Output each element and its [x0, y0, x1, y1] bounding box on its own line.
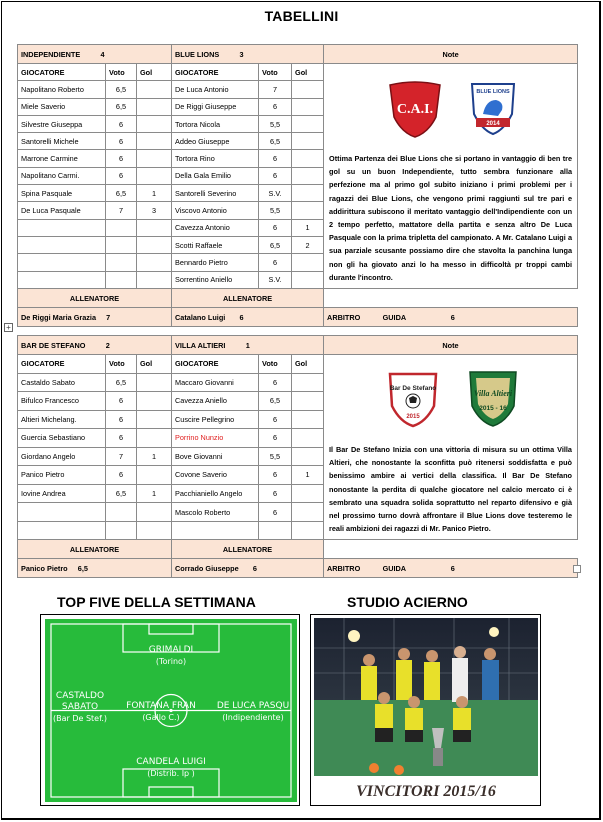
away-coach-vote: 6 — [252, 563, 257, 573]
home-coach-name: Panico Pietro — [21, 563, 68, 573]
home-player-name: Altieri Michelang. — [18, 410, 106, 429]
home-player-name: Miele Saverio — [18, 98, 106, 115]
winners-caption: VINCITORI 2015/16 — [356, 783, 496, 800]
away-player-name: Cavezza Aniello — [172, 392, 259, 411]
home-coach-vote: 7 — [106, 312, 111, 322]
top-player-3 — [121, 701, 201, 723]
home-player-goals — [137, 167, 172, 184]
football-pitch — [45, 619, 297, 802]
logo-year: 2015 — [405, 414, 420, 420]
away-player-goals: 1 — [292, 219, 324, 236]
home-player-vote: 7 — [106, 202, 137, 219]
home-player-name: Castaldo Sabato — [18, 373, 106, 392]
logo-text: Villa Altieri — [473, 389, 512, 398]
away-player-goals — [292, 167, 324, 184]
col-header-player: GIOCATORE — [172, 64, 259, 81]
away-player-vote: 6,5 — [259, 236, 292, 253]
home-player-name — [18, 219, 106, 236]
home-player-vote: 7 — [106, 447, 137, 466]
logo-text: BLUE LIONS — [475, 89, 510, 95]
away-player-vote: 6 — [259, 410, 292, 429]
home-coach-name: De Riggi Maria Grazia — [21, 312, 97, 322]
top-player-name: GRIMALDI — [148, 645, 194, 655]
top-player-name: DE LUCA PASQU — [216, 701, 290, 711]
home-player-vote: 6 — [106, 150, 137, 167]
home-player-name: De Luca Pasquale — [18, 202, 106, 219]
blue-lions-logo — [468, 80, 518, 136]
home-player-name: Bifulco Francesco — [18, 392, 106, 411]
home-player-vote — [106, 219, 137, 236]
top-player-team: (Distrib. Ip ) — [147, 769, 195, 778]
home-player-vote: 6,5 — [106, 373, 137, 392]
home-player-vote — [106, 254, 137, 271]
away-player-vote: 6 — [259, 167, 292, 184]
home-player-vote: 6 — [106, 466, 137, 485]
home-player-goals — [137, 219, 172, 236]
away-player-name — [172, 521, 259, 540]
home-player-name — [18, 503, 106, 522]
home-player-goals — [137, 503, 172, 522]
away-player-vote: 5,5 — [259, 115, 292, 132]
top-five-title: TOP FIVE DELLA SETTIMANA — [57, 594, 256, 610]
bar-de-stefano-logo — [382, 368, 444, 430]
top-player-team: (Indipendiente) — [222, 713, 284, 722]
home-player-goals — [137, 373, 172, 392]
independiente-logo — [384, 77, 446, 139]
home-player-vote — [106, 521, 137, 540]
away-player-vote: 6,5 — [259, 133, 292, 150]
away-player-vote: S.V. — [259, 185, 292, 202]
page-title: TABELLINI — [264, 8, 339, 24]
away-player-name: Della Gala Emilio — [172, 167, 259, 184]
away-player-goals — [292, 447, 324, 466]
away-player-goals: 2 — [292, 236, 324, 253]
home-player-goals: 1 — [137, 484, 172, 503]
away-player-goals — [292, 503, 324, 522]
away-player-vote: 6 — [259, 503, 292, 522]
away-player-vote: 6 — [259, 429, 292, 448]
away-player-goals — [292, 410, 324, 429]
away-player-name: Covone Saverio — [172, 466, 259, 485]
away-player-name: Scotti Raffaele — [172, 236, 259, 253]
top-player-name: FONTANA FRAN — [126, 701, 196, 711]
top-player-1 — [131, 645, 211, 667]
away-player-name: Porrino Nunzio — [172, 429, 259, 448]
away-score: 3 — [239, 49, 244, 59]
away-player-vote: 6 — [259, 466, 292, 485]
away-player-name: Bennardo Pietro — [172, 254, 259, 271]
home-player-goals — [137, 392, 172, 411]
home-player-vote: 6 — [106, 133, 137, 150]
home-player-goals: 1 — [137, 447, 172, 466]
away-player-vote: 6 — [259, 373, 292, 392]
away-player-name: Tortora Nicola — [172, 115, 259, 132]
away-player-goals — [292, 150, 324, 167]
away-player-goals: 1 — [292, 466, 324, 485]
col-header-goals: Gol — [137, 64, 172, 81]
away-coach — [172, 559, 324, 578]
away-player-goals — [292, 429, 324, 448]
col-header-player: GIOCATORE — [18, 64, 106, 81]
home-player-name — [18, 521, 106, 540]
away-player-goals — [292, 392, 324, 411]
away-player-goals — [292, 98, 324, 115]
notes-header: Note — [324, 336, 578, 355]
col-header-vote: Voto — [259, 355, 292, 374]
logo-text: C.A.I. — [396, 102, 433, 117]
away-player-goals — [292, 185, 324, 202]
home-player-goals — [137, 133, 172, 150]
col-header-goals: Gol — [137, 355, 172, 374]
notes-header: Note — [324, 45, 578, 64]
home-player-name: Silvestre Giuseppa — [18, 115, 106, 132]
away-player-goals — [292, 133, 324, 150]
away-score: 1 — [245, 340, 250, 350]
away-player-name: Santorelli Severino — [172, 185, 259, 202]
home-player-name: Napolitano Roberto — [18, 81, 106, 98]
away-team-header — [172, 336, 324, 355]
team-logos — [329, 363, 572, 435]
away-player-name: De Riggi Giuseppe — [172, 98, 259, 115]
col-header-vote: Voto — [259, 64, 292, 81]
villa-altieri-logo — [466, 368, 520, 430]
col-header-goals: Gol — [292, 64, 324, 81]
away-player-vote: 7 — [259, 81, 292, 98]
home-player-goals — [137, 410, 172, 429]
home-score: 4 — [100, 49, 105, 59]
home-player-name — [18, 236, 106, 253]
top-player-name: CASTALDO SABATO — [55, 691, 105, 712]
home-player-goals — [137, 254, 172, 271]
away-player-vote: 6 — [259, 254, 292, 271]
home-player-name — [18, 254, 106, 271]
home-team-name: INDEPENDIENTE — [21, 49, 81, 59]
referee-vote: 6 — [450, 563, 455, 573]
home-player-goals — [137, 466, 172, 485]
home-team-name: BAR DE STEFANO — [21, 340, 86, 350]
home-player-name: Panico Pietro — [18, 466, 106, 485]
home-player-vote: 6,5 — [106, 185, 137, 202]
referee-row — [324, 559, 578, 578]
away-player-vote — [259, 521, 292, 540]
table-resize-handle[interactable] — [573, 565, 581, 573]
home-player-name: Santorelli Michele — [18, 133, 106, 150]
referee-vote: 6 — [450, 312, 455, 322]
notes-cell — [324, 64, 578, 289]
away-player-name: Tortora Rino — [172, 150, 259, 167]
logo-year: 2015 - 16 — [478, 405, 507, 412]
home-player-name — [18, 271, 106, 288]
away-coach — [172, 308, 324, 327]
away-player-name: Cavezza Antonio — [172, 219, 259, 236]
home-player-goals — [137, 521, 172, 540]
home-player-name: Giordano Angelo — [18, 447, 106, 466]
referee-label: ARBITRO — [327, 312, 361, 322]
away-player-name: Mascolo Roberto — [172, 503, 259, 522]
away-team-name: BLUE LIONS — [175, 49, 220, 59]
away-player-vote: 5,5 — [259, 202, 292, 219]
top-player-team: (Bar De Stef.) — [52, 714, 107, 723]
top-player-2 — [47, 691, 113, 724]
referee-label: ARBITRO — [327, 563, 361, 573]
home-player-name: Napolitano Carmi. — [18, 167, 106, 184]
away-player-goals — [292, 202, 324, 219]
away-player-name: Cuscire Pellegrino — [172, 410, 259, 429]
away-player-vote: 6,5 — [259, 392, 292, 411]
home-score: 2 — [105, 340, 110, 350]
referee-row — [324, 308, 578, 327]
studio-title: STUDIO ACIERNO — [347, 594, 468, 610]
team-logos — [329, 72, 572, 144]
referee-name: GUIDA — [382, 563, 407, 573]
home-player-vote: 6 — [106, 392, 137, 411]
away-player-goals — [292, 373, 324, 392]
away-coach-name: Catalano Luigi — [175, 312, 226, 322]
home-player-goals: 1 — [137, 185, 172, 202]
col-header-player: GIOCATORE — [172, 355, 259, 374]
col-header-goals: Gol — [292, 355, 324, 374]
away-player-goals — [292, 254, 324, 271]
home-player-vote: 6 — [106, 115, 137, 132]
notes-cell — [324, 355, 578, 540]
away-player-vote: 6 — [259, 484, 292, 503]
logo-text: Bar De Stefano — [389, 385, 436, 392]
home-player-goals — [137, 236, 172, 253]
match-notes: Ottima Partenza dei Blue Lions che si portano in vantaggio di ben tre gol su un buon Independiente, tutto sembra funzionare alla perfezione ma al primo gol subito iniziano i primi problemi per i ragazzi dei Blue Lions, che vengono primi raggiunti sul tre pari e addirittura subiscono il meritato vantaggio dell'Indipendiente con un 2 tempo perfetto, mattatore della partita e senza altro De Luca Pasquale con la prima tripletta del campionato. A Mr. Catalano Luigi a sua parziale scusante possiamo dire che stavolta la panchina lunga non gli ha giovato anzi lo ha messo in difficoltà pr troppi cambi durante l'incontro. — [329, 154, 573, 282]
home-player-vote — [106, 236, 137, 253]
away-player-goals — [292, 484, 324, 503]
home-coach-label: ALLENATORE — [18, 540, 172, 559]
away-team-name: VILLA ALTIERI — [175, 340, 226, 350]
col-header-vote: Voto — [106, 355, 137, 374]
home-player-name: Marrone Carmine — [18, 150, 106, 167]
top-player-team: (Torino) — [155, 657, 187, 666]
col-header-vote: Voto — [106, 64, 137, 81]
home-player-vote: 6,5 — [106, 484, 137, 503]
away-coach-name: Corrado Giuseppe — [175, 563, 239, 573]
away-player-name: Bove Giovanni — [172, 447, 259, 466]
away-player-vote: 6 — [259, 98, 292, 115]
home-player-vote — [106, 503, 137, 522]
home-player-name: Guercia Sebastiano — [18, 429, 106, 448]
home-player-goals — [137, 81, 172, 98]
top-five-field — [40, 614, 300, 806]
home-player-vote: 6,5 — [106, 98, 137, 115]
away-player-vote: 5,5 — [259, 447, 292, 466]
match-notes: Il Bar De Stefano Inizia con una vittoria di misura su un ottima Villa Altieri, che nonostante la sconfitta può ritenersi soddisfatta e può benissimo ambire ai vertici della classifica. Il Bar De Stefano nonostante la perdita di qualche giocatore nel calcio mercato ci è sembrato una squadra solida soprattutto nel reparto difensivo e già nel prossimo turno dovrà affrontare il Blue Lions dove testeremo le reali ambizioni dei ragazzi di Mr. Panico Pietro. — [329, 445, 572, 534]
top-player-name: CANDELA LUIGI — [136, 757, 206, 767]
away-player-name: Pacchianiello Angelo — [172, 484, 259, 503]
away-player-goals — [292, 271, 324, 288]
top-player-team: (Gallo C.) — [142, 713, 180, 722]
home-team-header — [18, 336, 172, 355]
away-player-vote: 6 — [259, 219, 292, 236]
away-team-header — [172, 45, 324, 64]
home-team-header — [18, 45, 172, 64]
away-player-goals — [292, 115, 324, 132]
home-coach — [18, 308, 172, 327]
studio-photo-frame — [310, 614, 541, 806]
top-player-5 — [131, 757, 211, 779]
away-coach-label: ALLENATORE — [172, 289, 324, 308]
home-player-goals — [137, 115, 172, 132]
referee-name: GUIDA — [382, 312, 407, 322]
home-player-goals — [137, 271, 172, 288]
top-player-4 — [211, 701, 295, 723]
table-move-handle[interactable]: + — [4, 323, 13, 332]
home-player-name: Iovine Andrea — [18, 484, 106, 503]
match1-table — [17, 44, 578, 327]
home-coach-label: ALLENATORE — [18, 289, 172, 308]
away-player-vote: S.V. — [259, 271, 292, 288]
home-player-vote: 6 — [106, 167, 137, 184]
home-player-vote: 6 — [106, 410, 137, 429]
home-player-goals — [137, 429, 172, 448]
home-player-goals — [137, 150, 172, 167]
away-player-goals — [292, 81, 324, 98]
col-header-player: GIOCATORE — [18, 355, 106, 374]
away-player-goals — [292, 521, 324, 540]
home-coach-vote: 6,5 — [77, 563, 88, 573]
away-player-name: Maccaro Giovanni — [172, 373, 259, 392]
away-coach-label: ALLENATORE — [172, 540, 324, 559]
home-player-name: Spina Pasquale — [18, 185, 106, 202]
logo-year: 2014 — [485, 121, 500, 127]
home-player-vote: 6,5 — [106, 81, 137, 98]
home-player-vote — [106, 271, 137, 288]
home-player-vote: 6 — [106, 429, 137, 448]
match2-table — [17, 335, 578, 578]
home-coach — [18, 559, 172, 578]
away-player-name: De Luca Antonio — [172, 81, 259, 98]
winners-team-photo — [314, 618, 538, 803]
home-player-goals — [137, 98, 172, 115]
away-player-vote: 6 — [259, 150, 292, 167]
away-player-name: Viscovo Antonio — [172, 202, 259, 219]
away-player-name: Sorrentino Aniello — [172, 271, 259, 288]
away-player-name: Addeo Giuseppe — [172, 133, 259, 150]
away-coach-vote: 6 — [239, 312, 244, 322]
home-player-goals: 3 — [137, 202, 172, 219]
